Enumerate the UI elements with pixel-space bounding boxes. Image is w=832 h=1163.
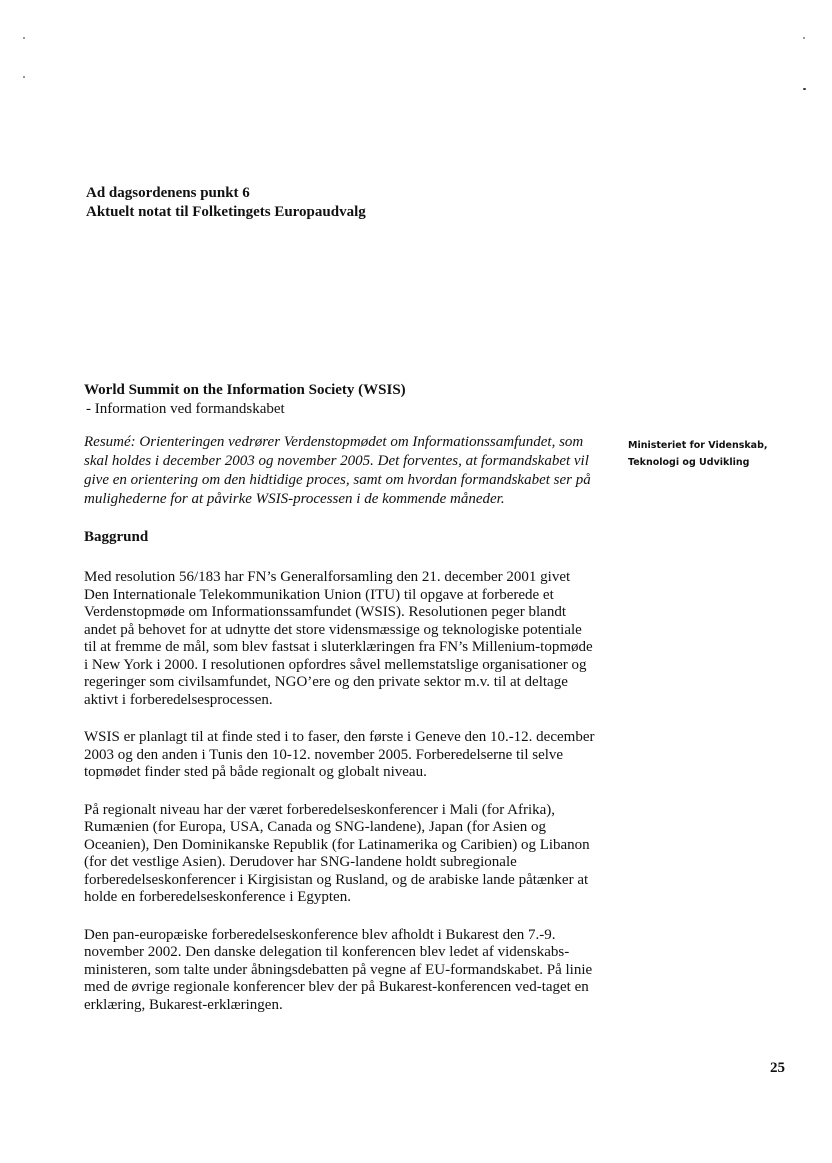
main-content xyxy=(84,381,604,1014)
scan-speck xyxy=(803,88,806,90)
body-paragraph: WSIS er planlagt til at finde sted i to faser, den første i Geneve den 10.-12. december 2003 og den anden i Tunis den 10-12. november 2005. Forberedelserne til selve topmødet finder sted på både regionalt og globalt niveau. xyxy=(84,729,595,780)
ministry-name-line-1: Ministeriet for Videnskab, xyxy=(628,440,768,451)
scan-speck xyxy=(803,37,805,39)
body-paragraph: På regionalt niveau har der været forberedelseskonferencer i Mali (for Afrika), Rumænien (for Europa, USA, Canada og SNG-landene), Japan (for Asien og Oceanien), Den Dominikanske Republik (for Latinamerika og Caribien) og Libanon (for det vestlige Asien). Derudover har SNG-landene holdt subregionale forberedelseskonferencer i Kirgisistan og Rusland, og de arabiske lande påtænker at holde en forberedelseskonference i Egypten. xyxy=(84,801,590,905)
ministry-sidebar-label xyxy=(628,437,798,471)
body-paragraph: Med resolution 56/183 har FN’s Generalforsamling den 21. december 2001 givet Den Internationale Telekommunikation Union (ITU) til opgave at forberede et Verdenstopmøde om Informationssamfundet (WSIS). Resolutionen peger blandt andet på behovet for at udnytte det store vidensmæssige og teknologiske potentiale til at fremme de mål, som blev fastsat i sluterklæringen fra FN’s Millenium-topmøde i New York i 2000. I resolutionen opfordres såvel mellemstatslige organisationer og regeringer som civilsamfundet, NGO’ere og den private sektor m.v. til at deltage aktivt i forberedelsesprocessen. xyxy=(84,569,593,708)
resume-paragraph: Resumé: Orienteringen vedrører Verdenstopmødet om Informationssamfundet, som skal holdes i december 2003 og november 2005. Det forventes, at formandskabet vil give en orientering om den hidtidige proces, samt om hvordan formandskabet ser på mulighederne for at påvirke WSIS-processen i de kommende måneder. xyxy=(84,434,591,507)
ministry-name-line-2: Teknologi og Udvikling xyxy=(628,457,750,468)
agenda-header xyxy=(86,184,606,222)
scan-speck xyxy=(23,76,25,78)
agenda-note-line: Aktuelt notat til Folketingets Europaudvalg xyxy=(86,204,366,220)
scan-speck xyxy=(23,37,25,39)
section-heading-baggrund: Baggrund xyxy=(84,529,149,545)
document-title: World Summit on the Information Society (WSIS) xyxy=(84,382,406,398)
page-number: 25 xyxy=(770,1060,785,1076)
agenda-item-line: Ad dagsordenens punkt 6 xyxy=(86,185,250,201)
body-paragraph: Den pan-europæiske forberedelseskonference blev afholdt i Bukarest den 7.-9. november 2002. Den danske delegation til konferencen blev ledet af videnskabs-ministeren, som talte under åbningsdebatten på vegne af EU-formandskabet. På linie med de øvrige regionale konferencer blev der på Bukarest-konferencen ved-taget en erklæring, Bukarest-erklæringen. xyxy=(84,926,593,1013)
document-subtitle: - Information ved formandskabet xyxy=(86,401,285,417)
